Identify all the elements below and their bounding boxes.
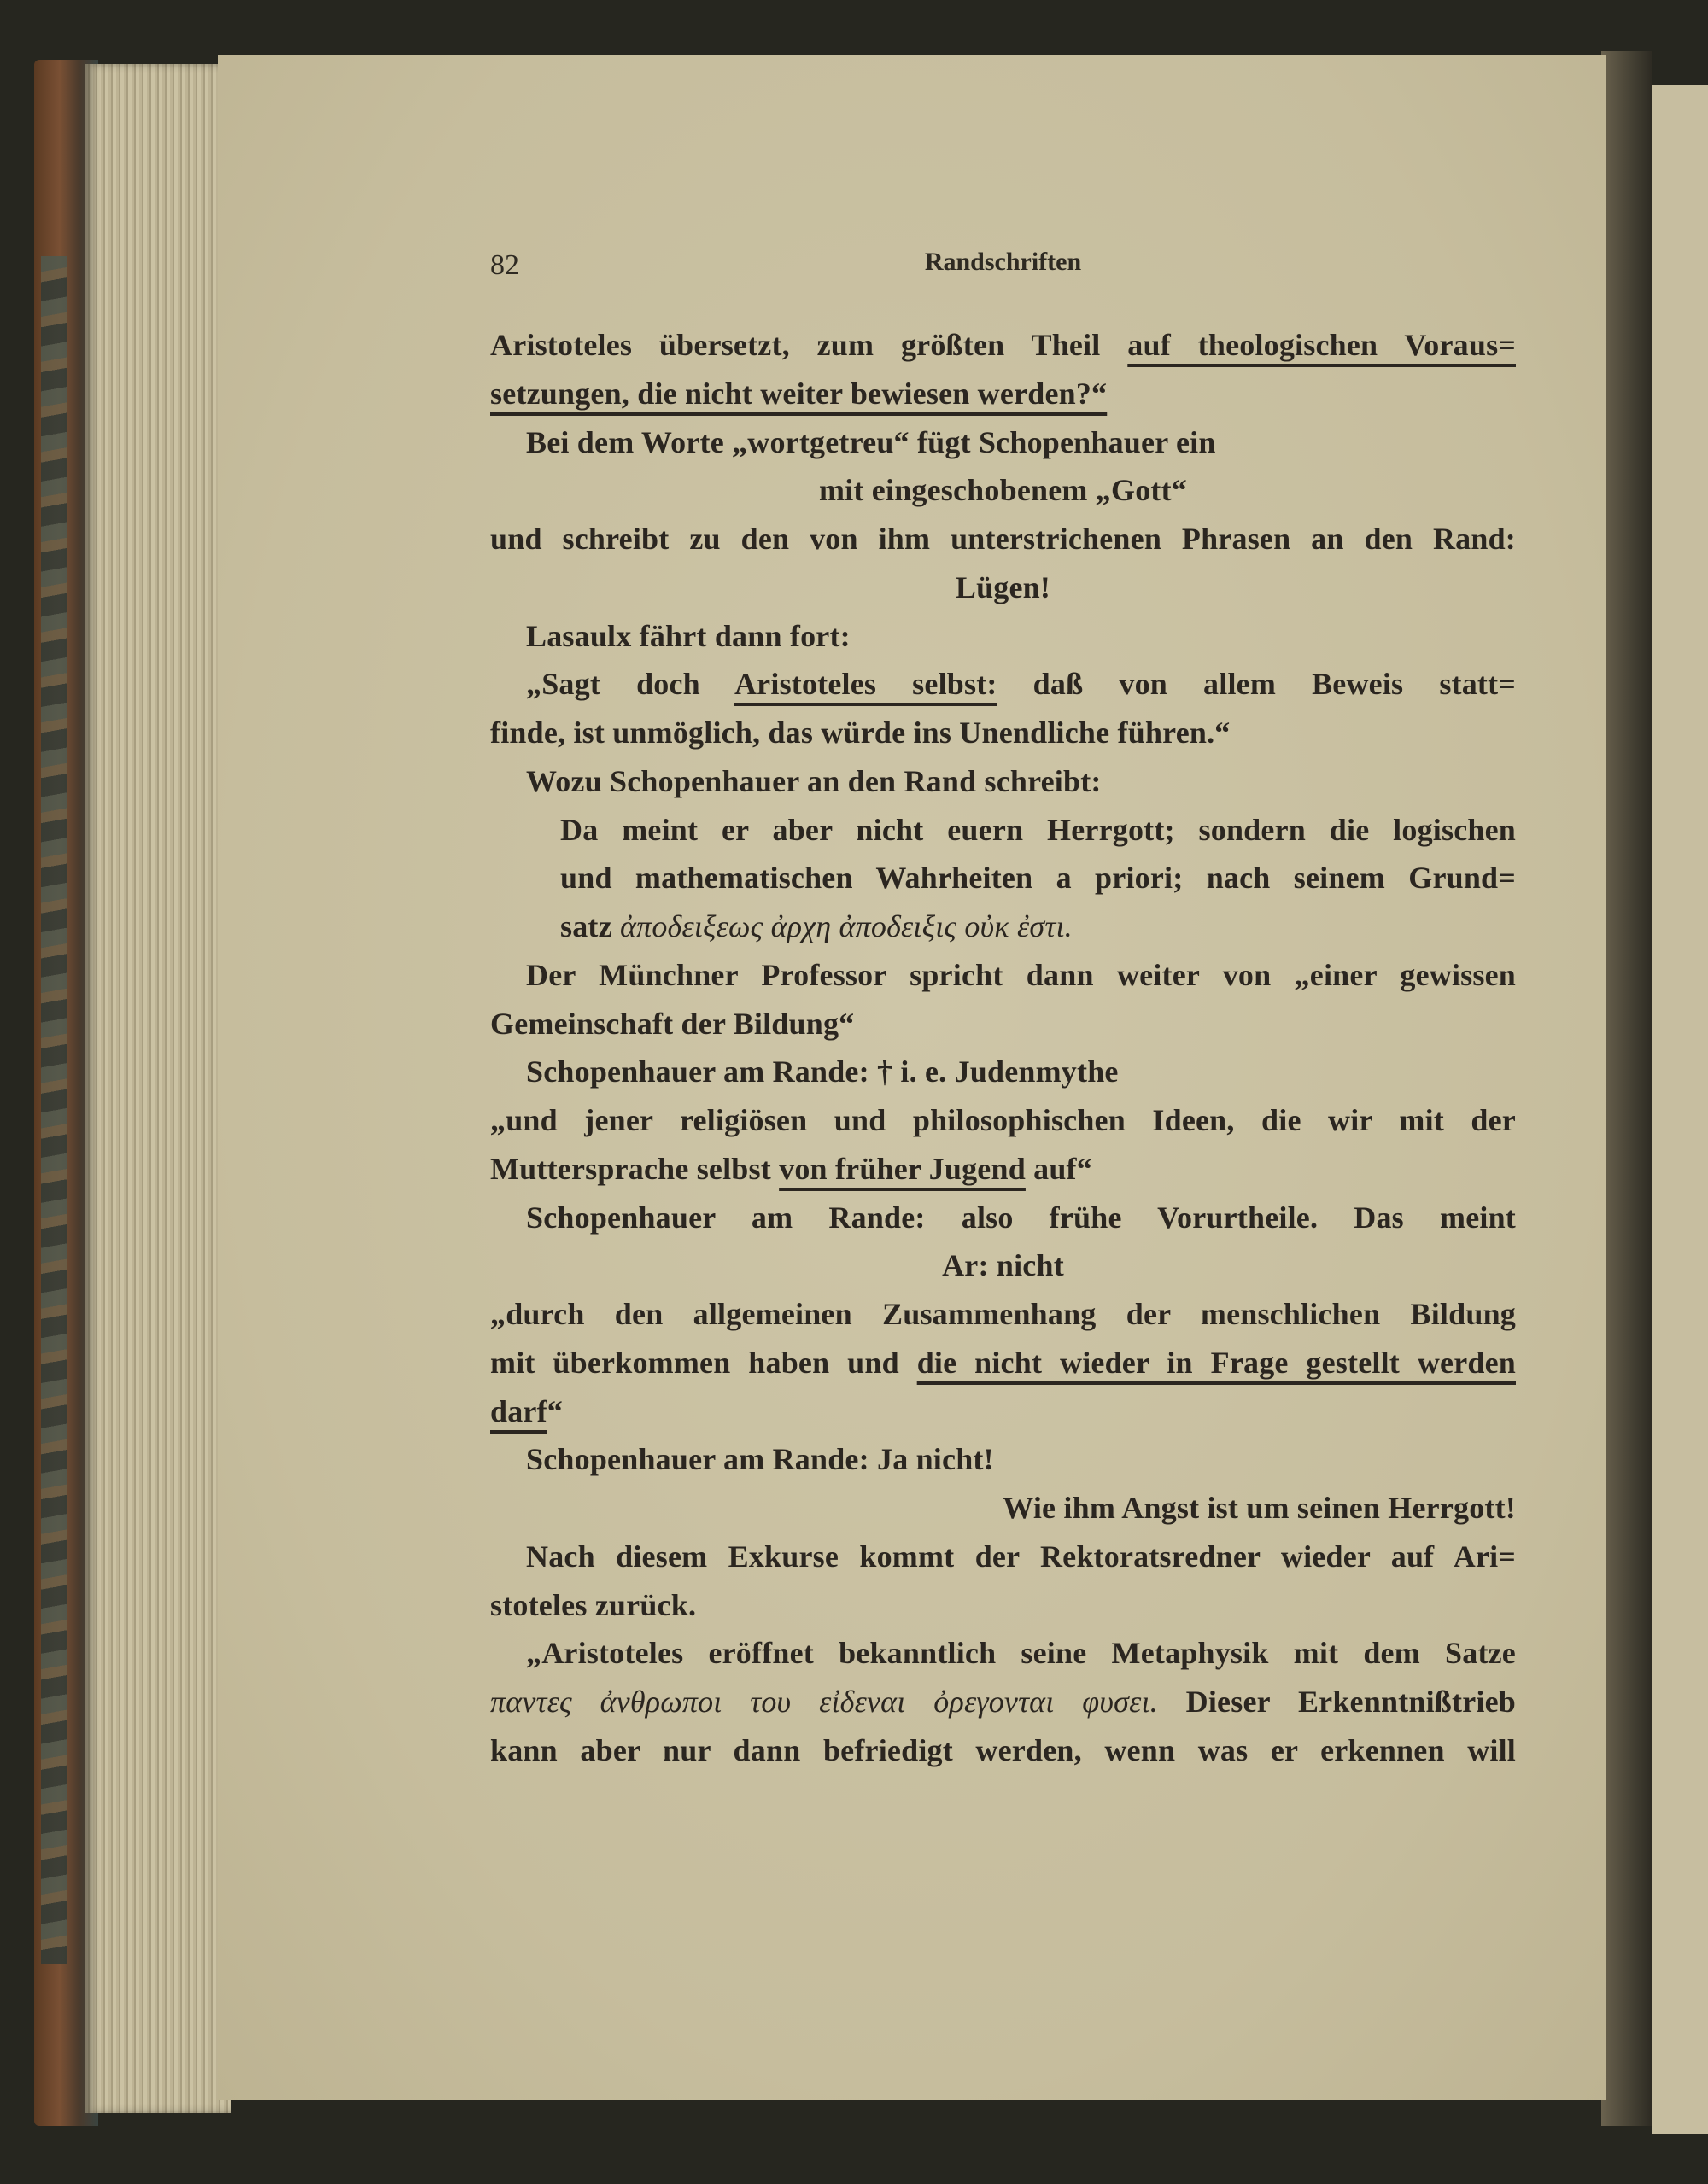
text-segment: „und jener religiösen und philosophischen Ideen, die wir mit der [490, 1103, 1516, 1137]
running-head: Randschriften [924, 248, 1082, 276]
text-segment: Wie ihm Angst ist um seinen Herrgott! [1003, 1491, 1516, 1525]
underlined-text: setzungen, die nicht weiter bewiesen werden?“ [490, 376, 1108, 411]
text-segment: Schopenhauer am Rande: also frühe Vorurtheile. Das meint [526, 1200, 1516, 1235]
text-segment: Lasaulx fährt dann fort: [526, 618, 851, 653]
text-line [490, 757, 1516, 806]
text-line [490, 515, 1516, 564]
text-line [490, 660, 1516, 709]
text-segment: daß von allem Beweis statt= [997, 667, 1516, 702]
text-segment: auf“ [1025, 1151, 1092, 1186]
text-line [490, 951, 1516, 1000]
text-line [490, 1533, 1516, 1581]
text-line [490, 1484, 1516, 1533]
text-line [490, 1581, 1516, 1630]
underlined-text: von früher Jugend [779, 1151, 1026, 1186]
text-line [490, 1241, 1516, 1290]
text-line [490, 1194, 1516, 1242]
text-segment: „Aristoteles eröffnet bekanntlich seine Metaphysik mit dem Satze [526, 1636, 1516, 1671]
page-body [490, 321, 1516, 1775]
text-line [490, 1096, 1516, 1145]
text-segment: Bei dem Worte „wortgetreu“ fügt Schopenhauer ein [526, 424, 1216, 459]
text-segment: Schopenhauer am Rande: † i. e. Judenmythe [526, 1054, 1119, 1089]
text-line [490, 806, 1516, 855]
text-segment: und schreibt zu den von ihm unterstrichenen Phrasen an den Rand: [490, 522, 1516, 556]
text-line [490, 1290, 1516, 1339]
text-segment: „durch den allgemeinen Zusammenhang der menschlichen Bildung [490, 1297, 1516, 1331]
text-line [490, 1678, 1516, 1726]
text-line [490, 370, 1516, 418]
page-stack [85, 64, 231, 2113]
text-segment: satz [560, 909, 620, 943]
greek-text: ἀποδειξεως ἀρχη ἀποδειξις οὐκ ἐστι. [619, 909, 1073, 943]
text-line [490, 1145, 1516, 1194]
book-gutter [1601, 51, 1652, 2126]
text-line [490, 466, 1516, 515]
underlined-text: Aristoteles selbst: [734, 667, 997, 702]
text-segment: Lügen! [955, 569, 1051, 604]
text-line [490, 418, 1516, 467]
text-segment: Ar: nicht [942, 1248, 1064, 1283]
text-line [490, 1726, 1516, 1775]
text-line [490, 1000, 1516, 1048]
text-segment: “ [547, 1393, 563, 1428]
text-segment: kann aber nur dann befriedigt werden, wenn was er erkennen will [490, 1732, 1516, 1767]
text-line [490, 321, 1516, 370]
text-line [490, 854, 1516, 902]
text-segment: Da meint er aber nicht euern Herrgott; sondern die logischen [560, 812, 1516, 847]
text-line [490, 564, 1516, 612]
text-line [490, 1435, 1516, 1484]
text-segment: und mathematischen Wahrheiten a priori; nach seinem Grund= [560, 861, 1516, 896]
underlined-text: die nicht wieder in Frage gestellt werden [916, 1345, 1516, 1380]
text-segment: Nach diesem Exkurse kommt der Rektoratsredner wieder auf Ari= [526, 1539, 1516, 1574]
page-number: 82 [490, 249, 519, 281]
text-segment: stoteles zurück. [490, 1587, 697, 1622]
text-segment: mit überkommen haben und [490, 1345, 917, 1380]
underlined-text: auf theologischen Voraus= [1127, 328, 1516, 362]
text-line [490, 1387, 1516, 1436]
text-segment: Schopenhauer am Rande: Ja nicht! [526, 1442, 994, 1477]
text-segment: Aristoteles übersetzt, zum größten Theil [490, 328, 1128, 362]
greek-text: παντες ἀνθρωποι του εἰδεναι ὀρεγονται φυσει. [490, 1685, 1158, 1719]
text-line [490, 1339, 1516, 1387]
text-segment: Gemeinschaft der Bildung“ [490, 1006, 855, 1041]
text-segment: Muttersprache selbst [490, 1151, 780, 1186]
text-line [490, 1629, 1516, 1678]
marbled-edge [41, 256, 67, 1964]
text-line [490, 1048, 1516, 1096]
text-line [490, 902, 1516, 951]
text-line [490, 709, 1516, 757]
text-segment: Der Münchner Professor spricht dann weiter von „einer gewissen [526, 957, 1516, 992]
text-segment: finde, ist unmöglich, das würde ins Unendliche führen.“ [490, 715, 1231, 750]
text-segment: „Sagt doch [526, 667, 734, 702]
facing-page-edge [1652, 85, 1708, 2134]
text-segment: Wozu Schopenhauer an den Rand schreibt: [526, 763, 1102, 798]
underlined-text: darf [490, 1393, 547, 1428]
text-line [490, 612, 1516, 661]
text-segment: mit eingeschobenem „Gott“ [819, 473, 1187, 508]
text-segment: Dieser Erkenntnißtrieb [1157, 1685, 1516, 1719]
